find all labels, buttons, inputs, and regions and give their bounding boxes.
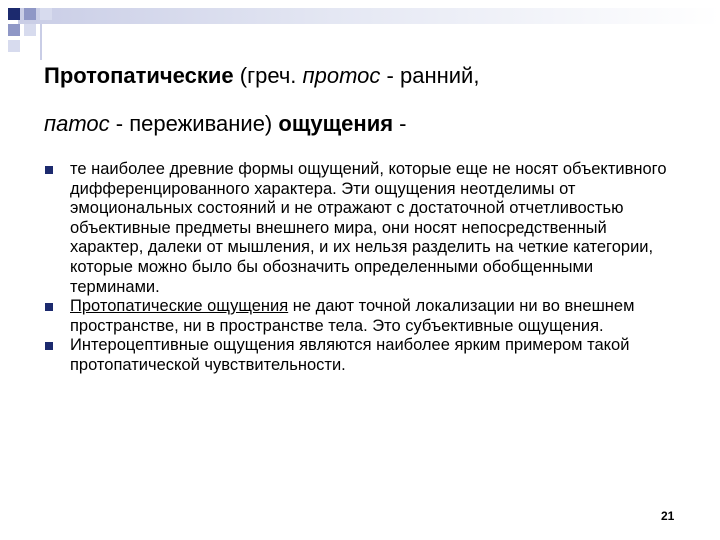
bullet-square-icon	[45, 303, 53, 311]
bullet-text: те наиболее древние формы ощущений, которые еще не носят объективного дифференцированного характера. Эти ощущения неотделимы от эмоциональных состояний и не отражают с достаточной отчетливостью объективные предметы внешнего мира, они носят непосредственный характер, далеки от мышления, и их нельзя разделить на четкие категории, которые можно было бы обозначить определенными обобщенными терминами.	[70, 160, 667, 296]
decor-square-light-2	[24, 24, 36, 36]
bullet-underlined-term: Протопатические ощущения	[70, 297, 289, 316]
title-text-4: -	[393, 111, 407, 136]
bullet-square-icon	[45, 342, 53, 350]
decor-square-mid-2	[8, 24, 20, 36]
title-term: Протопатические	[44, 63, 234, 88]
slide-title	[44, 52, 684, 148]
title-greek-word-1: протос	[302, 63, 381, 88]
list-item	[44, 297, 684, 336]
title-text-3: - переживание)	[109, 111, 279, 136]
title-text: (греч.	[233, 63, 303, 88]
decor-square-light	[40, 8, 52, 20]
header-decor-bar	[18, 8, 720, 24]
list-item	[44, 336, 684, 375]
title-text-2: - ранний,	[380, 63, 480, 88]
title-term-2: ощущения	[278, 111, 394, 136]
decor-vertical-line	[40, 24, 42, 60]
list-item	[44, 160, 684, 297]
decor-square-dark	[8, 8, 20, 20]
bullet-text: Интероцептивные ощущения являются наиболее ярким примером такой протопатической чувствительности.	[70, 336, 630, 374]
bullet-text: не дают точной локализации ни во внешнем пространстве, ни в пространстве тела. Это субъективные ощущения.	[70, 297, 635, 335]
bullet-square-icon	[45, 166, 53, 174]
bullet-list	[44, 160, 684, 376]
page-number: 21	[661, 509, 675, 523]
decor-square-mid	[24, 8, 36, 20]
decor-square-light-3	[8, 40, 20, 52]
title-greek-word-2: патос	[44, 111, 110, 136]
